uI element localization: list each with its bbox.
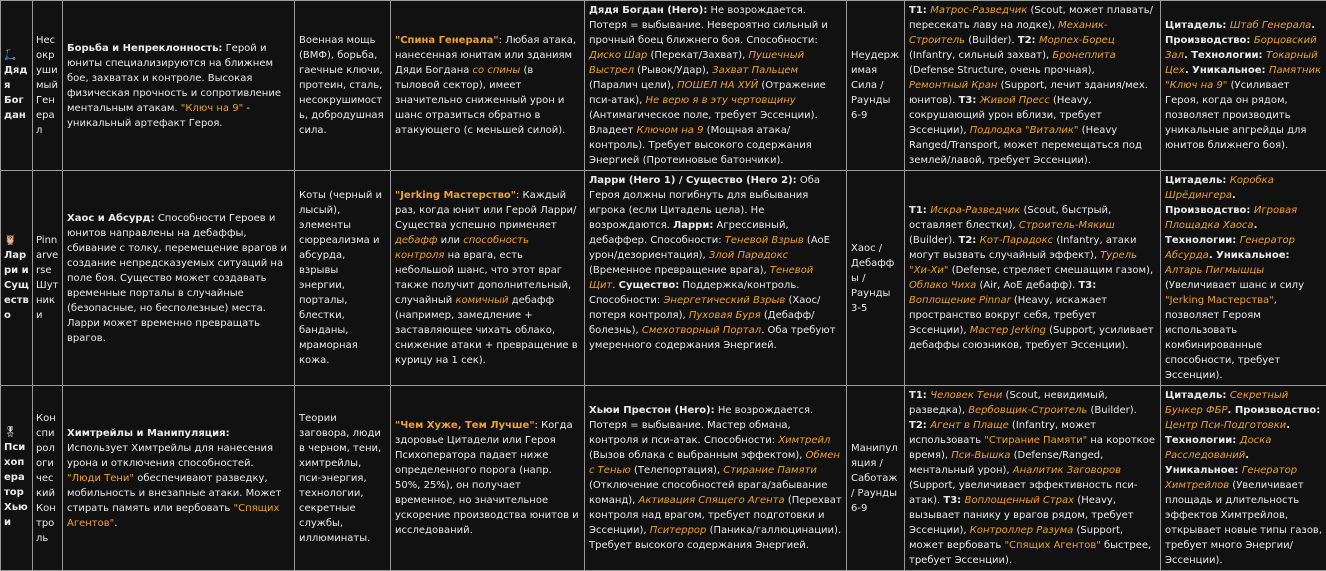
hero-ability: Смехотворный Портал: [642, 325, 761, 336]
unit-name: "Стирание Памяти": [984, 435, 1087, 446]
faction-cell: [1, 386, 33, 571]
hero-text: Поддержка/контроль. Способности:: [589, 280, 799, 306]
faction-name: Дядя Богдан: [4, 65, 27, 121]
building-label: . Уникальное:: [1165, 450, 1249, 476]
resources-cell: Коты (черный и лысый), элементы сюрреализма и абсурда, взрывы энергии, порталы, блестки, банданы, мраморная кожа.: [295, 171, 391, 386]
building-text: (Усиливает Героя, когда он рядом, позволяет производить уникальные апгрейды для юнитов ближнего боя).: [1165, 80, 1306, 151]
ability-name: "Спина Генерала": [395, 35, 499, 46]
unit-text: (Infantry, атаки могут вызвать случайный эффект),: [909, 235, 1136, 261]
hero-ability: Активация Спящего Агента: [639, 495, 785, 506]
building-label: . Технологии:: [1165, 420, 1290, 446]
building-label: . Технологии:: [1165, 220, 1257, 246]
hero-text: (Отражение пси-атак),: [589, 80, 826, 106]
theme-text: Герой и юниты специализируются на ближнем бое, захватах и контроле. Высокая физическая прочность и сопротивление ментальным атакам.: [67, 43, 281, 114]
owl-icon: 🦉: [4, 234, 29, 248]
ability-name: "Чем Хуже, Тем Лучше": [395, 420, 535, 431]
theme-tail: - уникальный артефакт Героя.: [67, 103, 250, 129]
unit-name: Кот-Парадокс: [980, 235, 1053, 246]
hero-text: (Паралич цели),: [589, 80, 677, 91]
hero-ability: Не верю я в эту чертовщину: [646, 95, 796, 106]
table-row: [1, 1, 1326, 171]
building-label: . Производство:: [1165, 190, 1254, 216]
tier-label: T3:: [1078, 280, 1096, 291]
unit-name: Подлодка "Виталик": [970, 125, 1079, 136]
hero-ability: Энергетический Взрыв: [663, 295, 785, 306]
playstyle-cell: Манипуляция / Саботаж / Раунды 6-9: [847, 386, 905, 571]
buildings-cell: [1161, 386, 1326, 571]
buildings-cell: [1161, 171, 1326, 386]
theme-artifact: "Люди Тени": [67, 473, 134, 484]
tier-label: T1:: [909, 205, 930, 216]
hero-title: Хьюи Престон (Hero):: [589, 405, 715, 416]
theme-cell: [63, 1, 295, 171]
unit-name: Воплощение Pinnar: [909, 295, 1011, 306]
unit-text: (Heavy, вызывает панику у врагов рядом, требует Эссенции),: [909, 495, 1134, 536]
building-label: . Уникальное:: [1209, 250, 1290, 261]
resources-cell: Теории заговора, люди в черном, тени, химтрейлы, пси-энергия, технологии, секретные службы, иллюминаты.: [295, 386, 391, 571]
building-text: (Увеличивает шанс и силу: [1165, 280, 1304, 291]
tier-label: T2:: [1018, 35, 1039, 46]
hero-text: Оба Героя должны погибнуть для выбывания игрока (если Цитадель цела). Не возрождаются.: [589, 175, 820, 231]
unit-text: (Defense, стреляет смешащим газом),: [949, 265, 1154, 276]
unit-name: Воплощенный Страх: [965, 495, 1074, 506]
leader-cell: Конспирологический Контроль: [33, 386, 63, 571]
unit-text: (Scout, может плавать/пересекать лаву на лодке),: [909, 5, 1153, 31]
ability-text: на врага, есть небольшой шанс, что этот враг также получит дополнительный, случайный: [395, 250, 571, 306]
unit-name: Облако Чиха: [909, 280, 976, 291]
hero-text: (Паника/галлюцинации). Требует высокого содержания Энергией.: [589, 525, 841, 551]
hero-text: (Антимагическое поле, требует Эссенции). Владеет: [589, 110, 818, 136]
unit-text: (Defense Structure, очень прочная),: [909, 65, 1095, 76]
hero-text: (Временное превращение врага),: [589, 265, 770, 276]
hero-ability: Пситеррор: [650, 525, 707, 536]
hero-text: Агрессивный, дебаффер. Способности:: [589, 220, 789, 246]
building-name: Алтарь Пигмышцы: [1165, 265, 1264, 276]
building-label: . Уникальное:: [1185, 65, 1269, 76]
unit-name: Матрос-Разведчик: [930, 5, 1027, 16]
building-name: Генератор Абсурда: [1165, 235, 1295, 261]
unit-name: Морпех-Борец: [1039, 35, 1115, 46]
hero-ability: ПОШЕЛ НА ХУЙ: [677, 80, 758, 91]
hero-ability: Ключом на 9: [637, 125, 704, 136]
buildings-cell: [1161, 1, 1326, 171]
hero-text: (Дебафф/болезнь),: [589, 310, 815, 336]
unit-text: (Support, лечит здания/мех. юнитов).: [909, 80, 1148, 106]
unit-text: (Support, увеличивает эффективность пси-атак).: [909, 480, 1137, 506]
ability-text: : Когда здоровье Цитадели или Героя Психоператора падает ниже определенного порога (напр. 50%, 25%), он получает временное, но значительное ускорение производства юнитов и исследований.: [395, 420, 579, 536]
building-name: Штаб Генерала: [1230, 20, 1311, 31]
unit-name: Вербовщик-Строитель: [968, 405, 1087, 416]
building-name: Борцовский Зал: [1165, 35, 1317, 61]
building-name: Доска Расследований: [1165, 435, 1271, 461]
hero-text: (Хаос/потеря контроля),: [589, 295, 820, 321]
unit-text: (Support, усиливает дебаффы союзников, требует Эссенции).: [909, 325, 1154, 351]
unit-text: (Defense/Ranged, ментальный урон),: [909, 450, 1103, 476]
unit-text: (Scout, невидимый, разведка),: [909, 390, 1108, 416]
hero-cell: [585, 386, 847, 571]
building-label: . Производство:: [1228, 405, 1321, 416]
unit-text: (Scout, быстрый, оставляет блестки),: [909, 205, 1111, 231]
hero-text: (Рывок/Удар),: [634, 65, 712, 76]
hero-text: . Оба требуют умеренного содержания Энергией.: [589, 325, 836, 351]
theme-cell: [63, 171, 295, 386]
medal-icon: 🎖: [4, 426, 29, 440]
building-name: Центр Пси-Подготовки: [1165, 420, 1286, 431]
hero-text: (Перекат/Захват),: [647, 50, 748, 61]
unit-name: Бронеплита: [1052, 50, 1115, 61]
unit-name: Строитель-Мякиш: [1019, 220, 1115, 231]
hero-text: (Мощная атака/контроль). Требует высокого содержания Энергией (Протеиновые батончики).: [589, 125, 812, 166]
hero-text: (Вызов облака с выбранным эффектом),: [589, 450, 806, 461]
hero-subtitle: Ларри:: [673, 220, 713, 231]
unit-name: Турель "Хи-Хи": [909, 250, 1137, 276]
hero-cell: [585, 171, 847, 386]
table-row: [1, 171, 1326, 386]
ability-cell: [391, 171, 585, 386]
building-text: , позволяет Героям использовать комбинированные способности, требует Эссенции).: [1165, 295, 1280, 381]
theme-artifact: "Спящих Агентов": [67, 503, 279, 529]
tier-label: T2:: [909, 420, 930, 431]
leader-cell: Pinnarverse Шутники: [33, 171, 63, 386]
theme-title: Химтрейлы и Манипуляция:: [67, 428, 230, 439]
hero-ability: Стирание Памяти: [723, 465, 817, 476]
tier-label: T1:: [909, 5, 930, 16]
unit-name: Ремонтный Кран: [909, 80, 997, 91]
building-name: Секретный Бункер ФБР: [1165, 390, 1288, 416]
unit-text: (Infantry, сильный захват),: [909, 50, 1052, 61]
unit-name: Механик-Строитель: [909, 20, 1108, 46]
faction-cell: [1, 1, 33, 171]
building-text: (Увеличивает площадь и длительность эффектов Химтрейлов, открывает новые типы газов, требует много Энергии/Эссенции).: [1165, 480, 1322, 566]
faction-name: Психоператор Хьюи: [4, 442, 28, 528]
unit-name: Пси-Вышка: [951, 450, 1010, 461]
building-label: Цитадель:: [1165, 20, 1230, 31]
unit-text: (Support, может вербовать: [909, 525, 1123, 551]
building-label: . Производство:: [1165, 20, 1315, 46]
hero-text: Не возрождается. Потеря = выбывание. Мастер обмана, контроля и пси-атак. Способности:: [589, 405, 813, 446]
theme-artifact: "Ключ на 9": [181, 103, 243, 114]
ability-em: способность контроля: [395, 235, 529, 261]
unit-text: на короткое время),: [909, 435, 1155, 461]
unit-name: Искра-Разведчик: [930, 205, 1020, 216]
ability-cell: [391, 386, 585, 571]
building-name: Игровая Площадка Хаоса: [1165, 205, 1297, 231]
theme-cell: [63, 386, 295, 571]
units-cell: [905, 171, 1161, 386]
tier-label: T3:: [943, 495, 964, 506]
theme-title: Хаос и Абсурд:: [67, 213, 155, 224]
unit-text: (Heavy, сокрушающий урон вблизи, требует Эссенции),: [909, 95, 1102, 136]
building-name: Генератор Химтрейлов: [1165, 465, 1297, 491]
unit-text: быстрее, требует Эссенции).: [909, 540, 1151, 566]
hero-ability: Захват Пальцем: [712, 65, 798, 76]
hero-text: (Перехват контроля над врагом, требует подготовки и Эссенции),: [589, 495, 842, 536]
units-cell: [905, 1, 1161, 171]
unit-name: Человек Тени: [930, 390, 1002, 401]
hero-text: (Телепортация),: [631, 465, 723, 476]
leader-cell: Несокрушимый Генерал: [33, 1, 63, 171]
unit-name: Мастер Jerking: [970, 325, 1046, 336]
hero-ability: Химтрейл: [778, 435, 830, 446]
unit-text: (Air, AoE дебафф).: [976, 280, 1078, 291]
hero-ability: Обмен с Тенью: [589, 450, 840, 476]
ability-em: комичный: [455, 295, 508, 306]
ability-cell: [391, 1, 585, 171]
unit-text: (Builder).: [965, 35, 1018, 46]
hero-title: Ларри (Hero 1) / Существо (Hero 2):: [589, 175, 797, 186]
unit-text: (Heavy, искажает пространство вокруг себя, требует Эссенции),: [909, 295, 1107, 336]
unit-name: Контроллер Разума: [970, 525, 1074, 536]
ability-em: со спины: [473, 65, 521, 76]
building-label: Цитадель:: [1165, 390, 1230, 401]
units-cell: [905, 386, 1161, 571]
unit-text: (Infantry, может использовать: [909, 420, 1096, 446]
unit-text: (Builder).: [1087, 405, 1137, 416]
faction-cell: [1, 171, 33, 386]
hero-title: Дядя Богдан (Hero):: [589, 5, 707, 16]
unit-name: "Спящих Агентов": [1004, 540, 1100, 551]
hero-text: Не возрождается. Потеря = выбывание. Невероятно сильный и прочный боец ближнего боя. Способности:: [589, 5, 828, 46]
playstyle-cell: Неудержимая Сила / Раунды 6-9: [847, 1, 905, 171]
ability-name: "Jerking Мастерство": [395, 190, 516, 201]
unit-text: (Heavy Ranged/Transport, может перемещаться под землей/лавой, требует Эссенции).: [909, 125, 1142, 166]
building-name: Памятник "Ключ на 9": [1165, 65, 1321, 91]
tier-label: T2:: [959, 235, 980, 246]
unit-name: Аналитик Заговоров: [1013, 465, 1121, 476]
hero-text: (Отключение способностей врага/забывание команд),: [589, 480, 827, 506]
table-row: [1, 386, 1326, 571]
building-label: Цитадель:: [1165, 175, 1230, 186]
hero-ability: Теневой Щит: [589, 265, 813, 291]
ability-em: дебафф: [395, 235, 437, 246]
tier-label: T1:: [909, 390, 930, 401]
hero-subtitle: Существо:: [619, 280, 680, 291]
resources-cell: Военная мощь (ВМФ), борьба, гаечные ключи, протеин, сталь, несокрушимость, добродушная сила.: [295, 1, 391, 171]
ability-text: дебафф (например, замедление + заставляющее чихать облако, снижение атаки + превращение в курицу на 1 сек).: [395, 295, 578, 366]
theme-tail: .: [114, 518, 117, 529]
scooter-icon: 🛴: [4, 49, 29, 63]
playstyle-cell: Хаос / Дебаффы / Раунды 3-5: [847, 171, 905, 386]
unit-text: (Builder).: [909, 235, 959, 246]
building-name: "Jerking Мастерства": [1165, 295, 1274, 306]
building-name: Токарный Цех: [1165, 50, 1318, 76]
building-name: Коробка Шрёдингера: [1165, 175, 1274, 201]
ability-text: : Каждый раз, когда юнит или Герой Ларри/Существа успешно применяет: [395, 190, 576, 231]
hero-ability: Злой Парадокс: [709, 250, 788, 261]
tier-label: T3:: [959, 95, 980, 106]
theme-text: обеспечивают разведку, мобильность и внезапные атаки. Может стирать память или вербовать: [67, 473, 281, 514]
hero-text: (AoE урон/дезориентация),: [589, 235, 830, 261]
ability-text: : Любая атака, нанесенная юнитам или зданиям Дяди Богдана: [395, 35, 576, 76]
hero-ability: Пуховая Буря: [689, 310, 761, 321]
faction-name: Ларри и Существо: [4, 250, 29, 321]
ability-text: или: [437, 235, 463, 246]
hero-ability: Пушечный Выстрел: [589, 50, 804, 76]
ability-text: (в тыловой сектор), имеет значительно сниженный урон и шанс отразиться обратно в атакующего (с меньшей силой).: [395, 65, 565, 136]
hero-text: .: [612, 280, 618, 291]
theme-text: Способности Героев и юнитов направлены на дебаффы, сбивание с толку, перемещение врагов и создание непредсказуемых ситуаций на поле боя. Существо может создавать временные порталы в случайные (безопасные, но бесполезные) места. Ларри может временно превращать врагов.: [67, 213, 287, 344]
hero-cell: [585, 1, 847, 171]
hero-ability: Теневой Взрыв: [725, 235, 804, 246]
theme-text: Использует Химтрейлы для нанесения урона и отключения способностей.: [67, 443, 273, 469]
hero-ability: Диско Шар: [589, 50, 647, 61]
building-label: . Технологии:: [1184, 50, 1266, 61]
unit-name: Агент в Плаще: [930, 420, 1008, 431]
theme-title: Борьба и Непреклонность:: [67, 43, 222, 54]
unit-name: Живой Пресс: [980, 95, 1050, 106]
